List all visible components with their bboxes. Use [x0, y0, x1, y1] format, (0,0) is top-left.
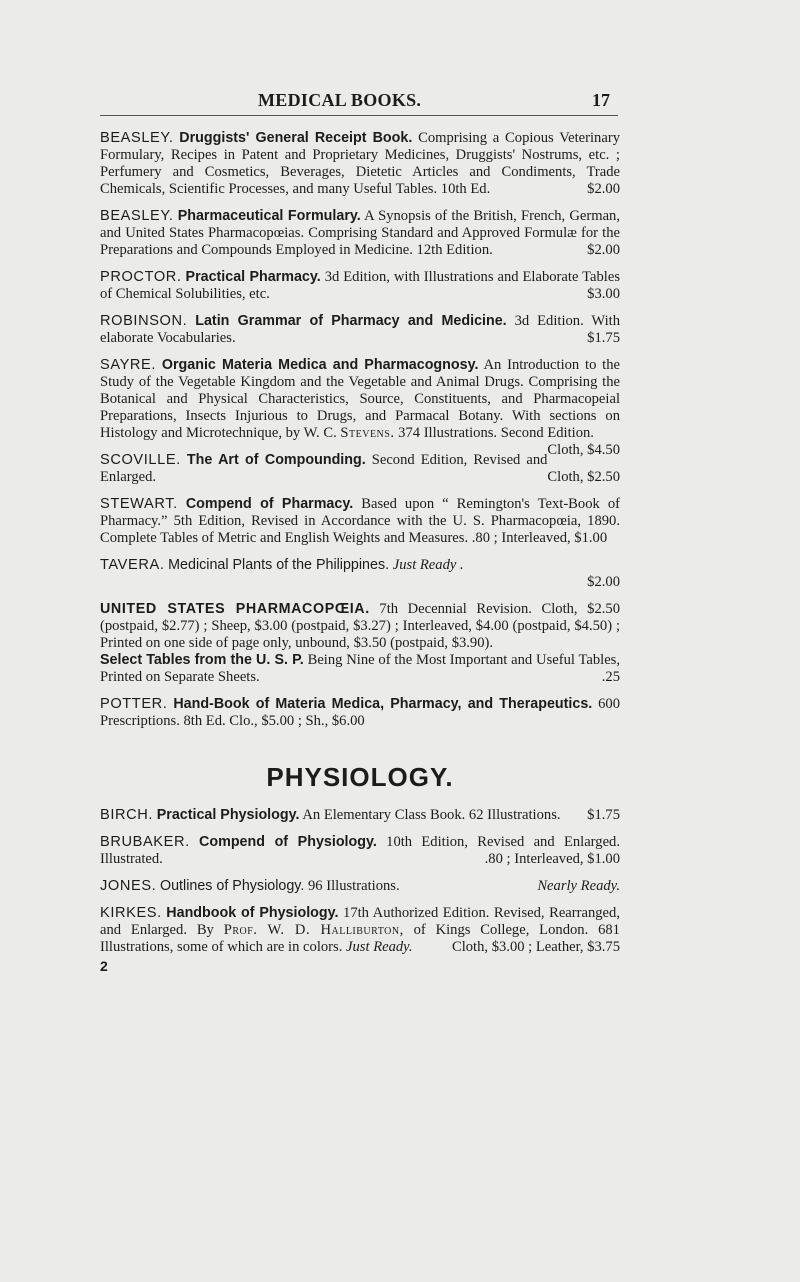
entry-price: $1.75	[587, 807, 620, 823]
entry-price: Cloth, $3.00 ; Leather, $3.75	[451, 939, 620, 955]
entry-price: $2.00	[587, 181, 620, 197]
catalog-entry	[100, 269, 620, 303]
entry-author: SCOVILLE.	[100, 452, 181, 468]
entry-title: Outlines of Physiology.	[159, 878, 305, 894]
entry-description: 96 Illustrations.	[308, 878, 400, 894]
entry-price: $3.00	[587, 286, 620, 302]
entry-description: Comprising a Copious Veterinary Formulary, Recipes in Patent and Proprietary Medicines, Druggists' Nostrums, etc. ; Perfumery and Cosmetics, Beverages, Dietetic Articles and Condiments, Trade Chemicals, Scientific Processes, and many Useful Tables. 10th Ed.	[100, 130, 620, 197]
catalog-entry	[100, 452, 620, 486]
catalog-entry	[100, 130, 620, 198]
entry-author: ROBINSON.	[100, 313, 188, 329]
entry-description: Based upon “ Remington's Text-Book of Pharmacy.” 5th Edition, Revised in Accordance with the U. S. Pharmacopœia, 1890. Complete Tables of Metric and English Weights and Measures. .80 ; Interleaved, $1.00	[100, 496, 620, 546]
entry-sub-price: .25	[601, 669, 620, 685]
entry-status: Just Ready .	[392, 557, 464, 573]
entry-title: Practical Pharmacy.	[185, 269, 321, 285]
entry-author: BEASLEY.	[100, 130, 174, 146]
catalog-entry	[100, 557, 620, 591]
entry-status: Nearly Ready.	[537, 878, 620, 894]
running-head	[0, 90, 800, 116]
entry-description: 3d Edition, with Illustrations and Elaborate Tables of Chemical Solubilities, etc.	[100, 269, 621, 302]
entry-description: Second Edition, Revised and Enlarged.	[100, 452, 548, 485]
catalog-entry	[100, 807, 620, 824]
entry-title: Latin Grammar of Pharmacy and Medicine.	[195, 313, 507, 329]
entry-author: UNITED STATES PHARMACOPŒIA.	[100, 601, 370, 617]
entry-author: BIRCH.	[100, 807, 154, 823]
entry-price: $2.00	[587, 242, 620, 258]
entry-title: Pharmaceutical Formulary.	[177, 208, 361, 224]
entry-author: PROCTOR.	[100, 269, 182, 285]
entry-title: Handbook of Physiology.	[166, 905, 339, 921]
entry-price: Cloth, $2.50	[547, 469, 620, 485]
entry-author: TAVERA.	[100, 557, 165, 573]
entry-price: $2.00	[587, 574, 620, 590]
page-title: MEDICAL BOOKS.	[258, 90, 422, 110]
signature-mark: 2	[100, 958, 108, 974]
catalog-entry	[100, 905, 620, 956]
entry-author: BRUBAKER.	[100, 834, 190, 850]
entry-description: 600 Prescriptions. 8th Ed. Clo., $5.00 ; Sh., $6.00	[100, 696, 620, 729]
entry-author: BEASLEY.	[100, 208, 174, 224]
catalog-entry	[100, 208, 620, 259]
entry-price: $1.75	[587, 330, 620, 346]
entry-subtitle: Select Tables from the U. S. P.	[100, 652, 304, 668]
entry-description-end: of Kings College, London. 681 Illustrations, some of which are in colors.	[100, 922, 620, 955]
page-content	[100, 130, 620, 974]
entry-price: Cloth, $4.50	[547, 442, 620, 458]
entry-author: STEWART.	[100, 496, 178, 512]
entry-title: Compend of Pharmacy.	[185, 496, 354, 512]
entry-title: The Art of Compounding.	[186, 452, 366, 468]
entry-price: .80 ; Interleaved, $1.00	[484, 851, 620, 867]
entry-contributor: Prof. W. D. Halliburton,	[223, 922, 404, 938]
entry-title: Druggists' General Receipt Book.	[179, 130, 413, 146]
entry-author: JONES.	[100, 878, 157, 894]
page-number: 17	[592, 90, 610, 110]
catalog-entry	[100, 313, 620, 347]
entry-title: Compend of Physiology.	[199, 834, 377, 850]
catalog-entry	[100, 834, 620, 868]
entry-author: POTTER.	[100, 696, 168, 712]
entry-title: Hand-Book of Materia Medica, Pharmacy, and Therapeutics.	[173, 696, 593, 712]
entry-author: SAYRE.	[100, 357, 157, 373]
entry-description: An Elementary Class Book. 62 Illustrations.	[302, 807, 561, 823]
section-heading: PHYSIOLOGY.	[266, 762, 454, 792]
entry-title: Practical Physiology.	[156, 807, 300, 823]
entry-description: 3d Edition. With elaborate Vocabularies.	[100, 313, 620, 346]
entry-sub-description: Being Nine of the Most Important and Useful Tables, Printed on Separate Sheets.	[100, 652, 621, 685]
catalog-entry	[100, 878, 620, 895]
catalog-entry	[100, 696, 620, 730]
entry-description: 10th Edition, Revised and Enlarged. Illustrated.	[100, 834, 620, 867]
entry-title: Medicinal Plants of the Philippines.	[168, 557, 390, 573]
entry-description: 7th Decennial Revision. Cloth, $2.50 (postpaid, $2.77) ; Sheep, $3.00 (postpaid, $3.27) ; Interleaved, $4.00 (postpaid, $4.50) ; Printed on one side of page only, unbound, $3.50 (postpaid, $3.90).	[100, 601, 621, 651]
entry-description: An Introduction to the Study of the Vegetable Kingdom and the Vegetable and Animal Drugs. Comprising the Botanical and Physical Characteristics, Source, Constituents, and Pharmacopeial Preparations, Insects Injurious to Drugs, and Parmacal Botany. With sections on Histology and Microtechnique, by W. C.	[100, 357, 620, 441]
entry-author: KIRKES.	[100, 905, 162, 921]
entry-status: Just Ready.	[346, 939, 413, 955]
entry-description-end: 374 Illustrations. Second Edition.	[398, 425, 594, 441]
entry-contributor: Stevens.	[340, 425, 395, 441]
catalog-entry	[100, 496, 620, 547]
entry-description: A Synopsis of the British, French, German, and United States Pharmacopœias. Comprising Standard and Approved Formulæ for the Preparations and Compounds Employed in Medicine. 12th Edition.	[100, 208, 620, 258]
entry-title: Organic Materia Medica and Pharmacognosy.	[161, 357, 479, 373]
catalog-entry	[100, 601, 620, 686]
entry-description: 17th Authorized Edition. Revised, Rearranged, and Enlarged. By	[100, 905, 620, 938]
catalog-entry	[100, 357, 620, 458]
header-rule	[100, 115, 618, 116]
